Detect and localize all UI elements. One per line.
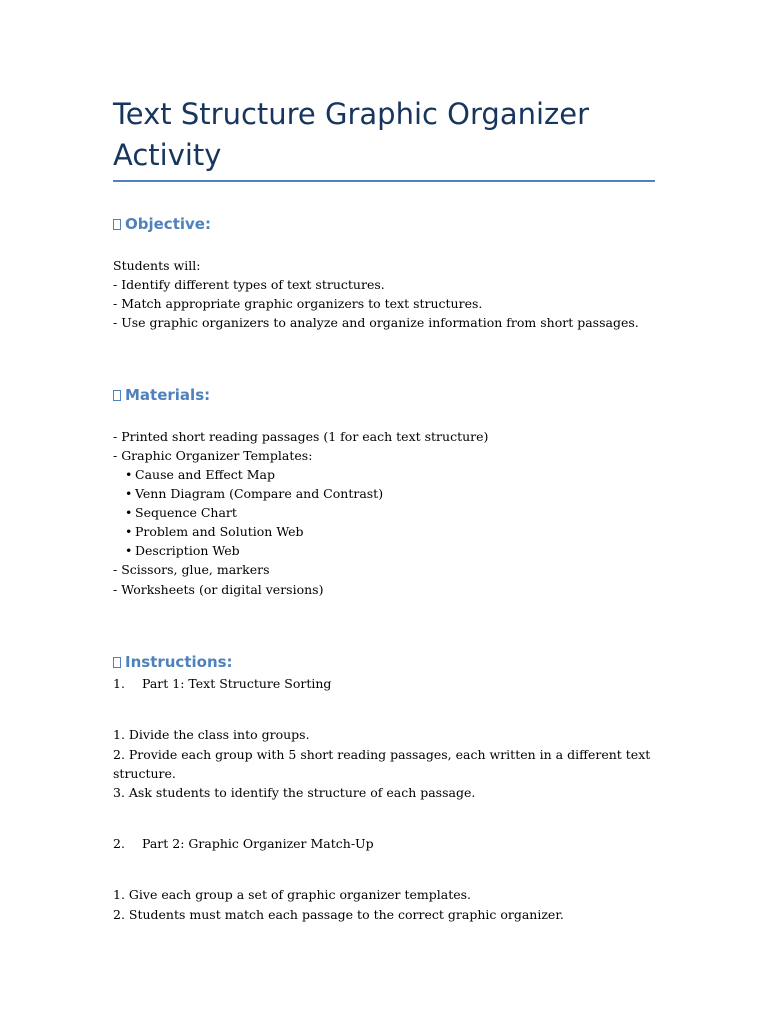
- instructions-part-2: 2. Part 2: Graphic Organizer Match-Up: [113, 836, 374, 851]
- missing-glyph-icon: [113, 657, 121, 668]
- instruction-step: 3. Ask students to identify the structure of each passage.: [113, 785, 476, 800]
- title-line-2: Activity: [113, 138, 222, 172]
- materials-bullet-item: • Description Web: [125, 543, 240, 558]
- instruction-step: structure.: [113, 766, 176, 781]
- missing-glyph-icon: [113, 390, 121, 401]
- bullet-icon: •: [125, 505, 133, 520]
- objective-line: Students will:: [113, 258, 201, 273]
- objective-line: - Identify different types of text structures.: [113, 277, 385, 292]
- objective-heading: [113, 214, 211, 234]
- instruction-step: 2. Students must match each passage to the correct graphic organizer.: [113, 907, 564, 922]
- missing-glyph-icon: [113, 219, 121, 230]
- instruction-step: 1. Give each group a set of graphic organizer templates.: [113, 887, 472, 902]
- materials-bullet-item: • Problem and Solution Web: [125, 524, 304, 539]
- instructions-heading-text: Instructions:: [125, 653, 233, 671]
- bullet-icon: •: [125, 486, 133, 501]
- bullet-icon: •: [125, 467, 133, 482]
- instructions-part-1: 1. Part 1: Text Structure Sorting: [113, 676, 332, 691]
- objective-line: - Match appropriate graphic organizers to text structures.: [113, 296, 483, 311]
- materials-line: - Worksheets (or digital versions): [113, 582, 324, 597]
- materials-heading-text: Materials:: [125, 386, 211, 404]
- title-line-1: Text Structure Graphic Organizer: [113, 97, 590, 131]
- materials-line: - Graphic Organizer Templates:: [113, 448, 313, 463]
- instructions-heading: [113, 652, 233, 672]
- bullet-icon: •: [125, 543, 133, 558]
- materials-bullet-item: • Cause and Effect Map: [125, 467, 275, 482]
- materials-heading: [113, 385, 210, 405]
- materials-line: - Scissors, glue, markers: [113, 562, 270, 577]
- document-title: [113, 94, 655, 176]
- objective-line: - Use graphic organizers to analyze and organize information from short passages.: [113, 315, 639, 330]
- title-underline: [113, 180, 655, 182]
- bullet-icon: •: [125, 524, 133, 539]
- materials-bullet-item: • Sequence Chart: [125, 505, 237, 520]
- materials-bullet-item: • Venn Diagram (Compare and Contrast): [125, 486, 384, 501]
- instruction-step: 2. Provide each group with 5 short reading passages, each written in a different text: [113, 747, 651, 762]
- materials-line: - Printed short reading passages (1 for each text structure): [113, 429, 489, 444]
- objective-heading-text: Objective:: [125, 215, 211, 233]
- instruction-step: 1. Divide the class into groups.: [113, 727, 310, 742]
